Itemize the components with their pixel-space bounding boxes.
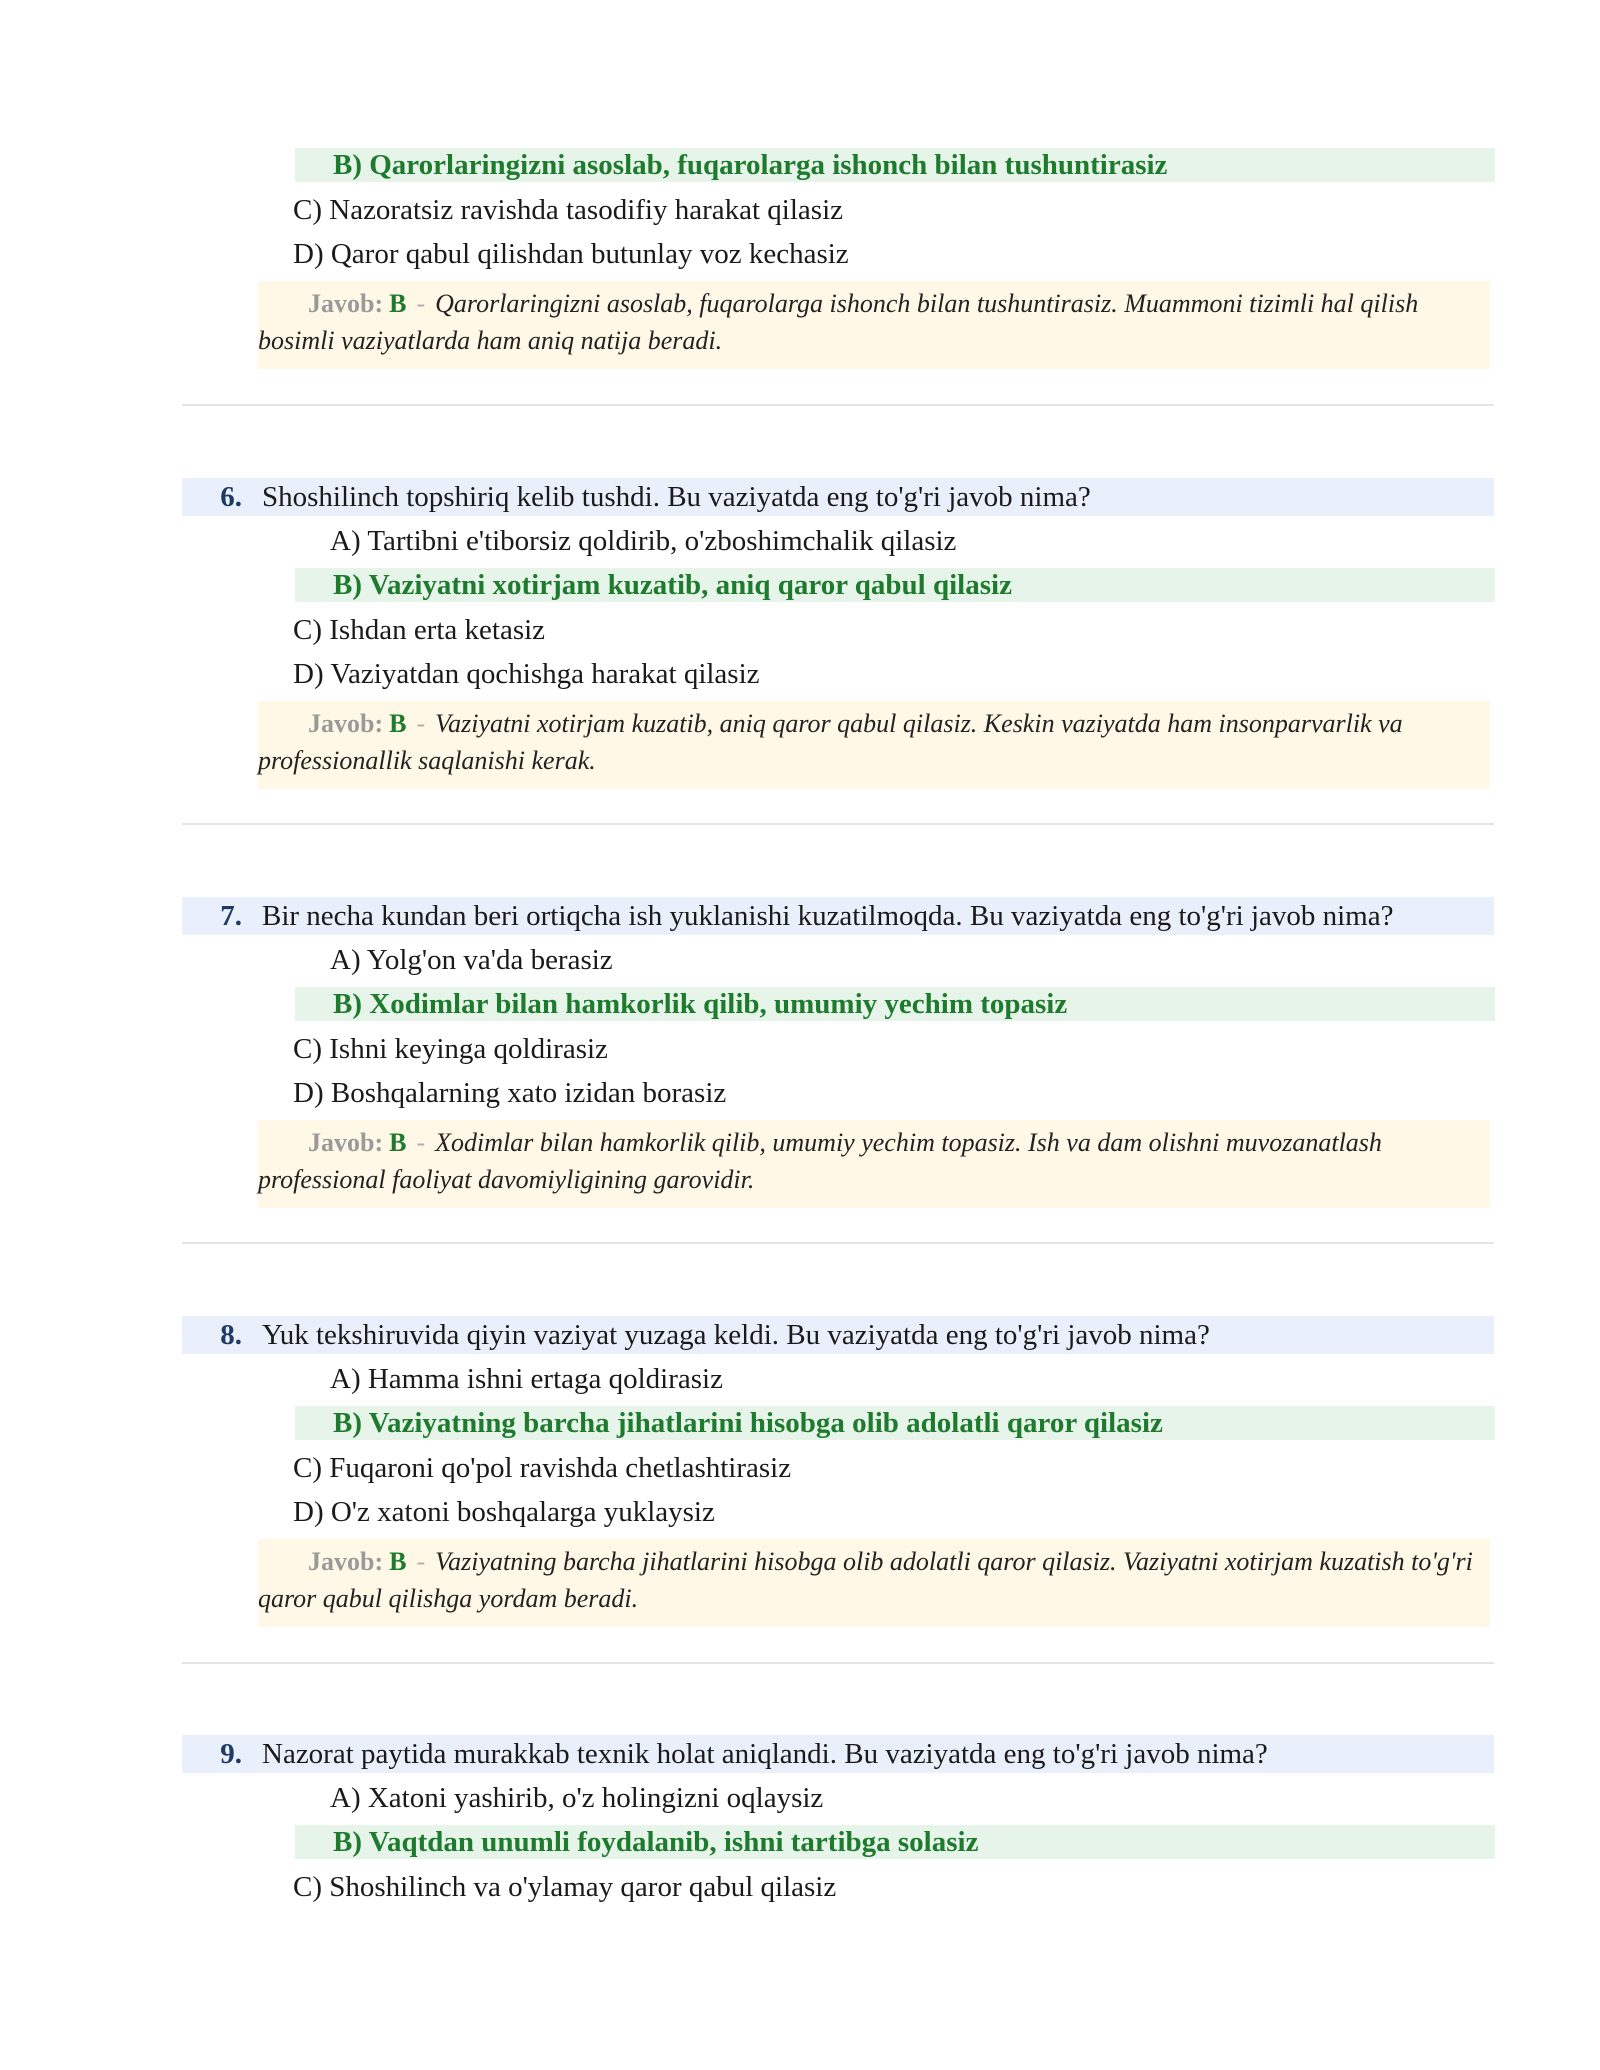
option: D) Vaziyatdan qochishga harakat qilasiz [293,658,760,690]
question-text: Nazorat paytida murakkab texnik holat aniqlandi. Bu vaziyatda eng to'g'ri javob nima? [262,1738,1268,1770]
option: C) Fuqaroni qo'pol ravishda chetlashtirasiz [293,1452,792,1484]
correct-option: B) Xodimlar bilan hamkorlik qilib, umumiy yechim topasiz [295,987,1495,1021]
option: C) Shoshilinch va o'ylamay qaror qabul qilasiz [293,1871,837,1903]
correct-option: B) Qarorlaringizni asoslab, fuqarolarga ishonch bilan tushuntirasiz [295,148,1495,182]
question-7 [182,897,1494,935]
answer-label: Javob: [308,709,384,738]
answer-label: Javob: [308,1128,384,1157]
question-9 [182,1735,1494,1773]
question-text: Bir necha kundan beri ortiqcha ish yuklanishi kuzatilmoqda. Bu vaziyatda eng to'g'ri javob nima? [262,900,1394,932]
answer-explanation: Xodimlar bilan hamkorlik qilib, umumiy yechim topasiz. Ish va dam olishni muvozanatlash professional faoliyat davomiyligining garovidir. [258,1128,1382,1194]
answer-explanation: Vaziyatning barcha jihatlarini hisobga olib adolatli qaror qilasiz. Vaziyatni xotirjam kuzatish to'g'ri qaror qabul qilishga yordam beradi. [258,1547,1473,1613]
option: D) Qaror qabul qilishdan butunlay voz kechasiz [293,238,849,270]
answer-dash: - [416,289,426,318]
question-text: Shoshilinch topshiriq kelib tushdi. Bu vaziyatda eng to'g'ri javob nima? [262,481,1091,513]
option: A) Yolg'on va'da berasiz [330,944,613,976]
separator [182,1242,1494,1244]
correct-option: B) Vaziyatni xotirjam kuzatib, aniq qaror qabul qilasiz [295,568,1495,602]
separator [182,404,1494,406]
question-6 [182,478,1494,516]
option: A) Xatoni yashirib, o'z holingizni oqlaysiz [330,1782,824,1814]
answer-dash: - [416,1547,426,1576]
answer-box [258,281,1490,369]
correct-option: B) Vaziyatning barcha jihatlarini hisobga olib adolatli qaror qilasiz [295,1406,1495,1440]
separator [182,1662,1494,1664]
answer-dash: - [416,709,426,738]
question-number: 9. [220,1738,242,1770]
option: C) Ishni keyinga qoldirasiz [293,1033,608,1065]
separator [182,823,1494,825]
answer-explanation: Qarorlaringizni asoslab, fuqarolarga ishonch bilan tushuntirasiz. Muammoni tizimli hal qilish bosimli vaziyatlarda ham aniq natija beradi. [258,289,1419,355]
question-number: 8. [220,1319,242,1351]
option: D) O'z xatoni boshqalarga yuklaysiz [293,1496,715,1528]
option: C) Ishdan erta ketasiz [293,614,546,646]
answer-letter: B [389,1547,407,1576]
option: C) Nazoratsiz ravishda tasodifiy harakat qilasiz [293,194,843,226]
answer-explanation: Vaziyatni xotirjam kuzatib, aniq qaror qabul qilasiz. Keskin vaziyatda ham insonparvarlik va professionallik saqlanishi kerak. [258,709,1403,775]
option: A) Tartibni e'tiborsiz qoldirib, o'zboshimchalik qilasiz [330,525,957,557]
answer-letter: B [389,1128,407,1157]
correct-option: B) Vaqtdan unumli foydalanib, ishni tartibga solasiz [295,1825,1495,1859]
question-number: 7. [220,900,242,932]
answer-letter: B [389,289,407,318]
answer-box [258,1539,1490,1627]
answer-label: Javob: [308,289,384,318]
option: D) Boshqalarning xato izidan borasiz [293,1077,727,1109]
answer-box [258,701,1490,789]
answer-letter: B [389,709,407,738]
question-number: 6. [220,481,242,513]
answer-label: Javob: [308,1547,384,1576]
question-8 [182,1316,1494,1354]
answer-dash: - [416,1128,426,1157]
answer-box [258,1120,1490,1208]
question-text: Yuk tekshiruvida qiyin vaziyat yuzaga keldi. Bu vaziyatda eng to'g'ri javob nima? [262,1319,1210,1351]
option: A) Hamma ishni ertaga qoldirasiz [330,1363,723,1395]
